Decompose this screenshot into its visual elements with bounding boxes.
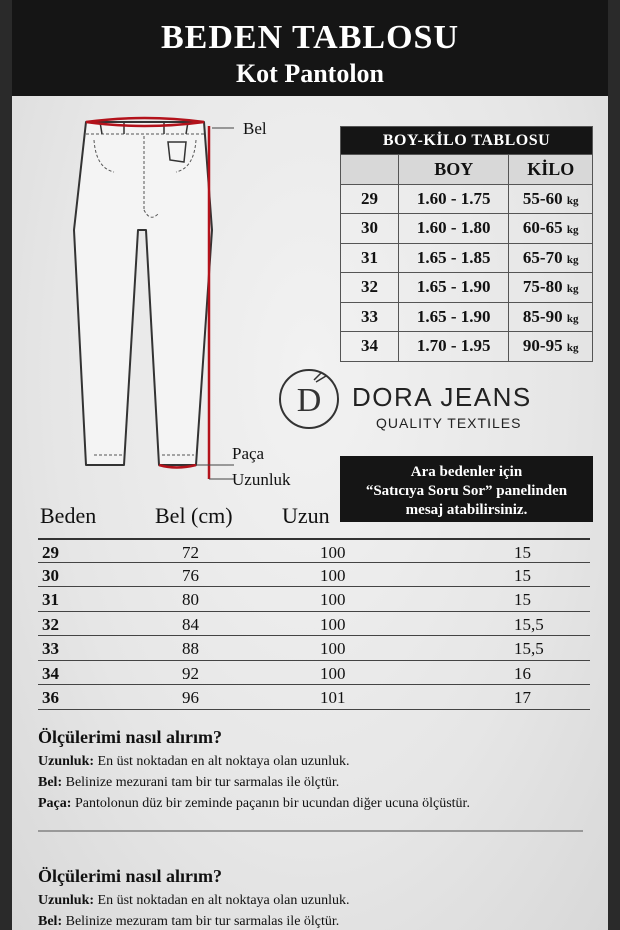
brand-tagline: QUALITY TEXTILES (376, 415, 522, 431)
brand-name: DORA JEANS (352, 382, 532, 412)
table-row: 32 84 100 15,5 (38, 612, 590, 637)
col-bel: Bel (cm) (155, 503, 233, 528)
table-row: 34 92 100 16 (38, 661, 590, 686)
length-label: Uzunluk (232, 470, 291, 489)
divider (38, 830, 583, 832)
height-weight-title: BOY-KİLO TABLOSU (341, 127, 593, 155)
col-kilo: KİLO (509, 155, 593, 185)
instruction-hem: Paça: Pantolonun düz bir zeminde paçanın bir ucundan diğer ucuna ölçüstür. (38, 796, 470, 811)
table-row: 34 1.70 - 1.95 90-95 kg (341, 332, 593, 362)
table-row: 29 72 100 15 (38, 538, 590, 563)
page-title: BEDEN TABLOSU (161, 19, 459, 56)
hem-label: Paça (232, 444, 265, 463)
waist-label: Bel (243, 119, 267, 138)
table-row: 33 88 100 15,5 (38, 636, 590, 661)
height-weight-table (340, 126, 593, 362)
brand-block (352, 382, 532, 431)
table-row: 30 76 100 15 (38, 563, 590, 588)
svg-text:D: D (296, 382, 322, 419)
intermediate-size-note: Ara bedenler için “Satıcıya Soru Sor” panelinden mesaj atabilirsiniz. (340, 456, 593, 522)
header-banner (12, 0, 608, 96)
instruction-waist: Bel: Belinize mezurani tam bir tur sarmalas ile ölçtür. (38, 775, 340, 790)
table-row: 36 96 101 17 (38, 685, 590, 710)
size-chart-card (12, 0, 608, 930)
table-corner (341, 155, 399, 185)
jeans-diagram-icon (64, 110, 234, 490)
col-uzunluk: Uzun (282, 503, 330, 528)
table-row: 33 1.65 - 1.90 85-90 kg (341, 302, 593, 332)
table-row: 31 1.65 - 1.85 65-70 kg (341, 243, 593, 273)
instruction-waist: Bel: Belinize mezuram tam bir tur sarmalas ile ölçtür. (38, 914, 340, 929)
how-to-measure-section-repeat (38, 866, 598, 930)
instruction-length: Uzunluk: En üst noktadan en alt noktaya olan uzunluk. (38, 893, 350, 908)
table-row: 32 1.65 - 1.90 75-80 kg (341, 273, 593, 303)
instruction-length: Uzunluk: En üst noktadan en alt noktaya olan uzunluk. (38, 754, 350, 769)
col-beden: Beden (40, 503, 97, 528)
how-to-measure-title: Ölçülerimi nasıl alırım? (38, 866, 222, 886)
page-subtitle: Kot Pantolon (235, 59, 385, 88)
table-row: 30 1.60 - 1.80 60-65 kg (341, 214, 593, 244)
how-to-measure-section (38, 727, 598, 817)
table-row: 29 1.60 - 1.75 55-60 kg (341, 184, 593, 214)
dora-jeans-logo-icon (276, 366, 342, 432)
table-row: 31 80 100 15 (38, 587, 590, 612)
how-to-measure-title: Ölçülerimi nasıl alırım? (38, 727, 222, 747)
measurement-table (38, 538, 590, 710)
col-boy: BOY (399, 155, 509, 185)
